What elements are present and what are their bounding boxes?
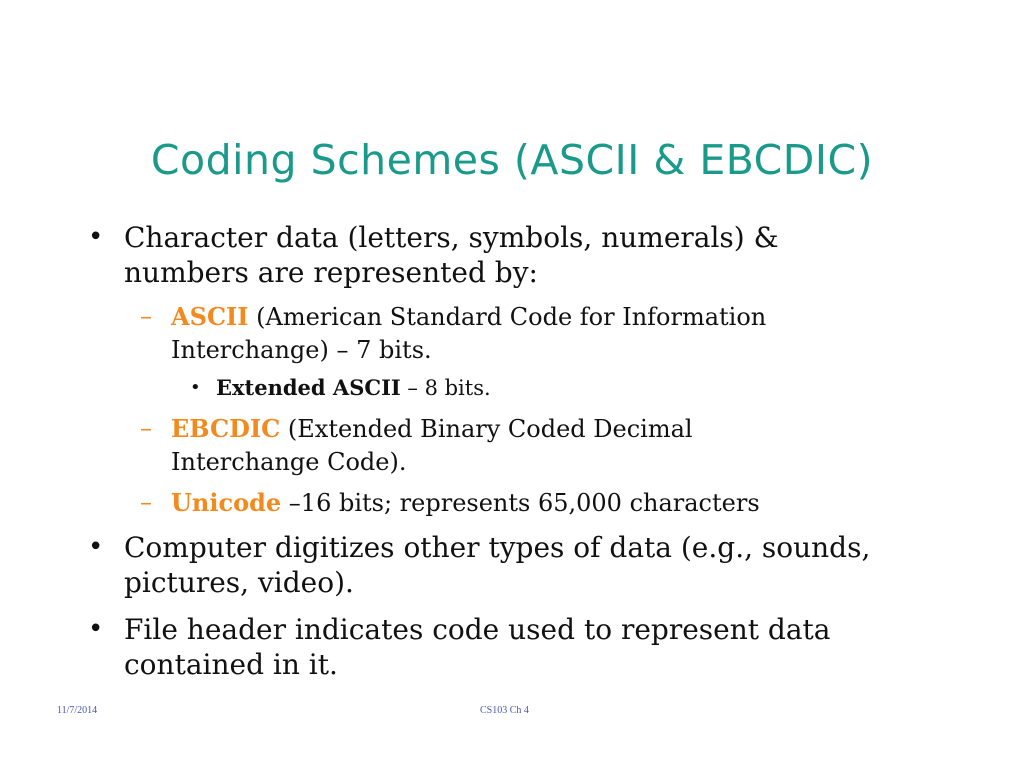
subbullet-text-line: Interchange Code). [171, 448, 407, 476]
subbullet-ebcdic [140, 412, 693, 446]
subbullet-ebcdic-cont [171, 446, 407, 479]
term-unicode: Unicode [171, 488, 282, 517]
subsubbullet-text: – 8 bits. [400, 376, 491, 400]
bullet-marker: • [88, 614, 104, 644]
dash-marker: – [140, 414, 152, 442]
subbullet-ascii-cont [171, 334, 432, 367]
bullet-character-data [88, 220, 779, 255]
bullet-file-header [88, 612, 831, 647]
bullet-computer-digitizes [88, 530, 871, 565]
subbullet-text-line: (Extended Binary Coded Decimal [280, 415, 693, 443]
term-extended-ascii: Extended ASCII [216, 375, 401, 400]
term-ebcdic: EBCDIC [171, 414, 281, 443]
subbullet-unicode [140, 486, 760, 520]
subbullet-text: –16 bits; represents 65,000 characters [281, 489, 760, 517]
subsubbullet-extended-ascii [190, 374, 491, 402]
bullet-character-data-cont [124, 255, 538, 290]
footer-date: 11/7/2014 [57, 705, 98, 716]
subbullet-ascii [140, 300, 767, 334]
bullet-text-line: Character data (letters, symbols, numerals) & [124, 221, 779, 254]
bullet-file-header-cont [124, 647, 338, 682]
bullet-marker: • [190, 377, 201, 398]
bullet-text-line: pictures, video). [124, 566, 354, 599]
bullet-marker: • [88, 222, 104, 252]
bullet-computer-digitizes-cont [124, 565, 354, 600]
bullet-text-line: contained in it. [124, 648, 338, 681]
slide-title: Coding Schemes (ASCII & EBCDIC) [150, 136, 874, 184]
subbullet-text-line: (American Standard Code for Information [248, 303, 767, 331]
subbullet-text-line: Interchange) – 7 bits. [171, 336, 432, 364]
bullet-text-line: File header indicates code used to represent data [124, 613, 831, 646]
dash-marker: – [140, 488, 152, 516]
bullet-text-line: numbers are represented by: [124, 256, 538, 289]
footer-course: CS103 Ch 4 [480, 705, 529, 716]
bullet-marker: • [88, 532, 104, 562]
dash-marker: – [140, 302, 152, 330]
bullet-text-line: Computer digitizes other types of data (e.g., sounds, [124, 531, 871, 564]
term-ascii: ASCII [171, 302, 249, 331]
